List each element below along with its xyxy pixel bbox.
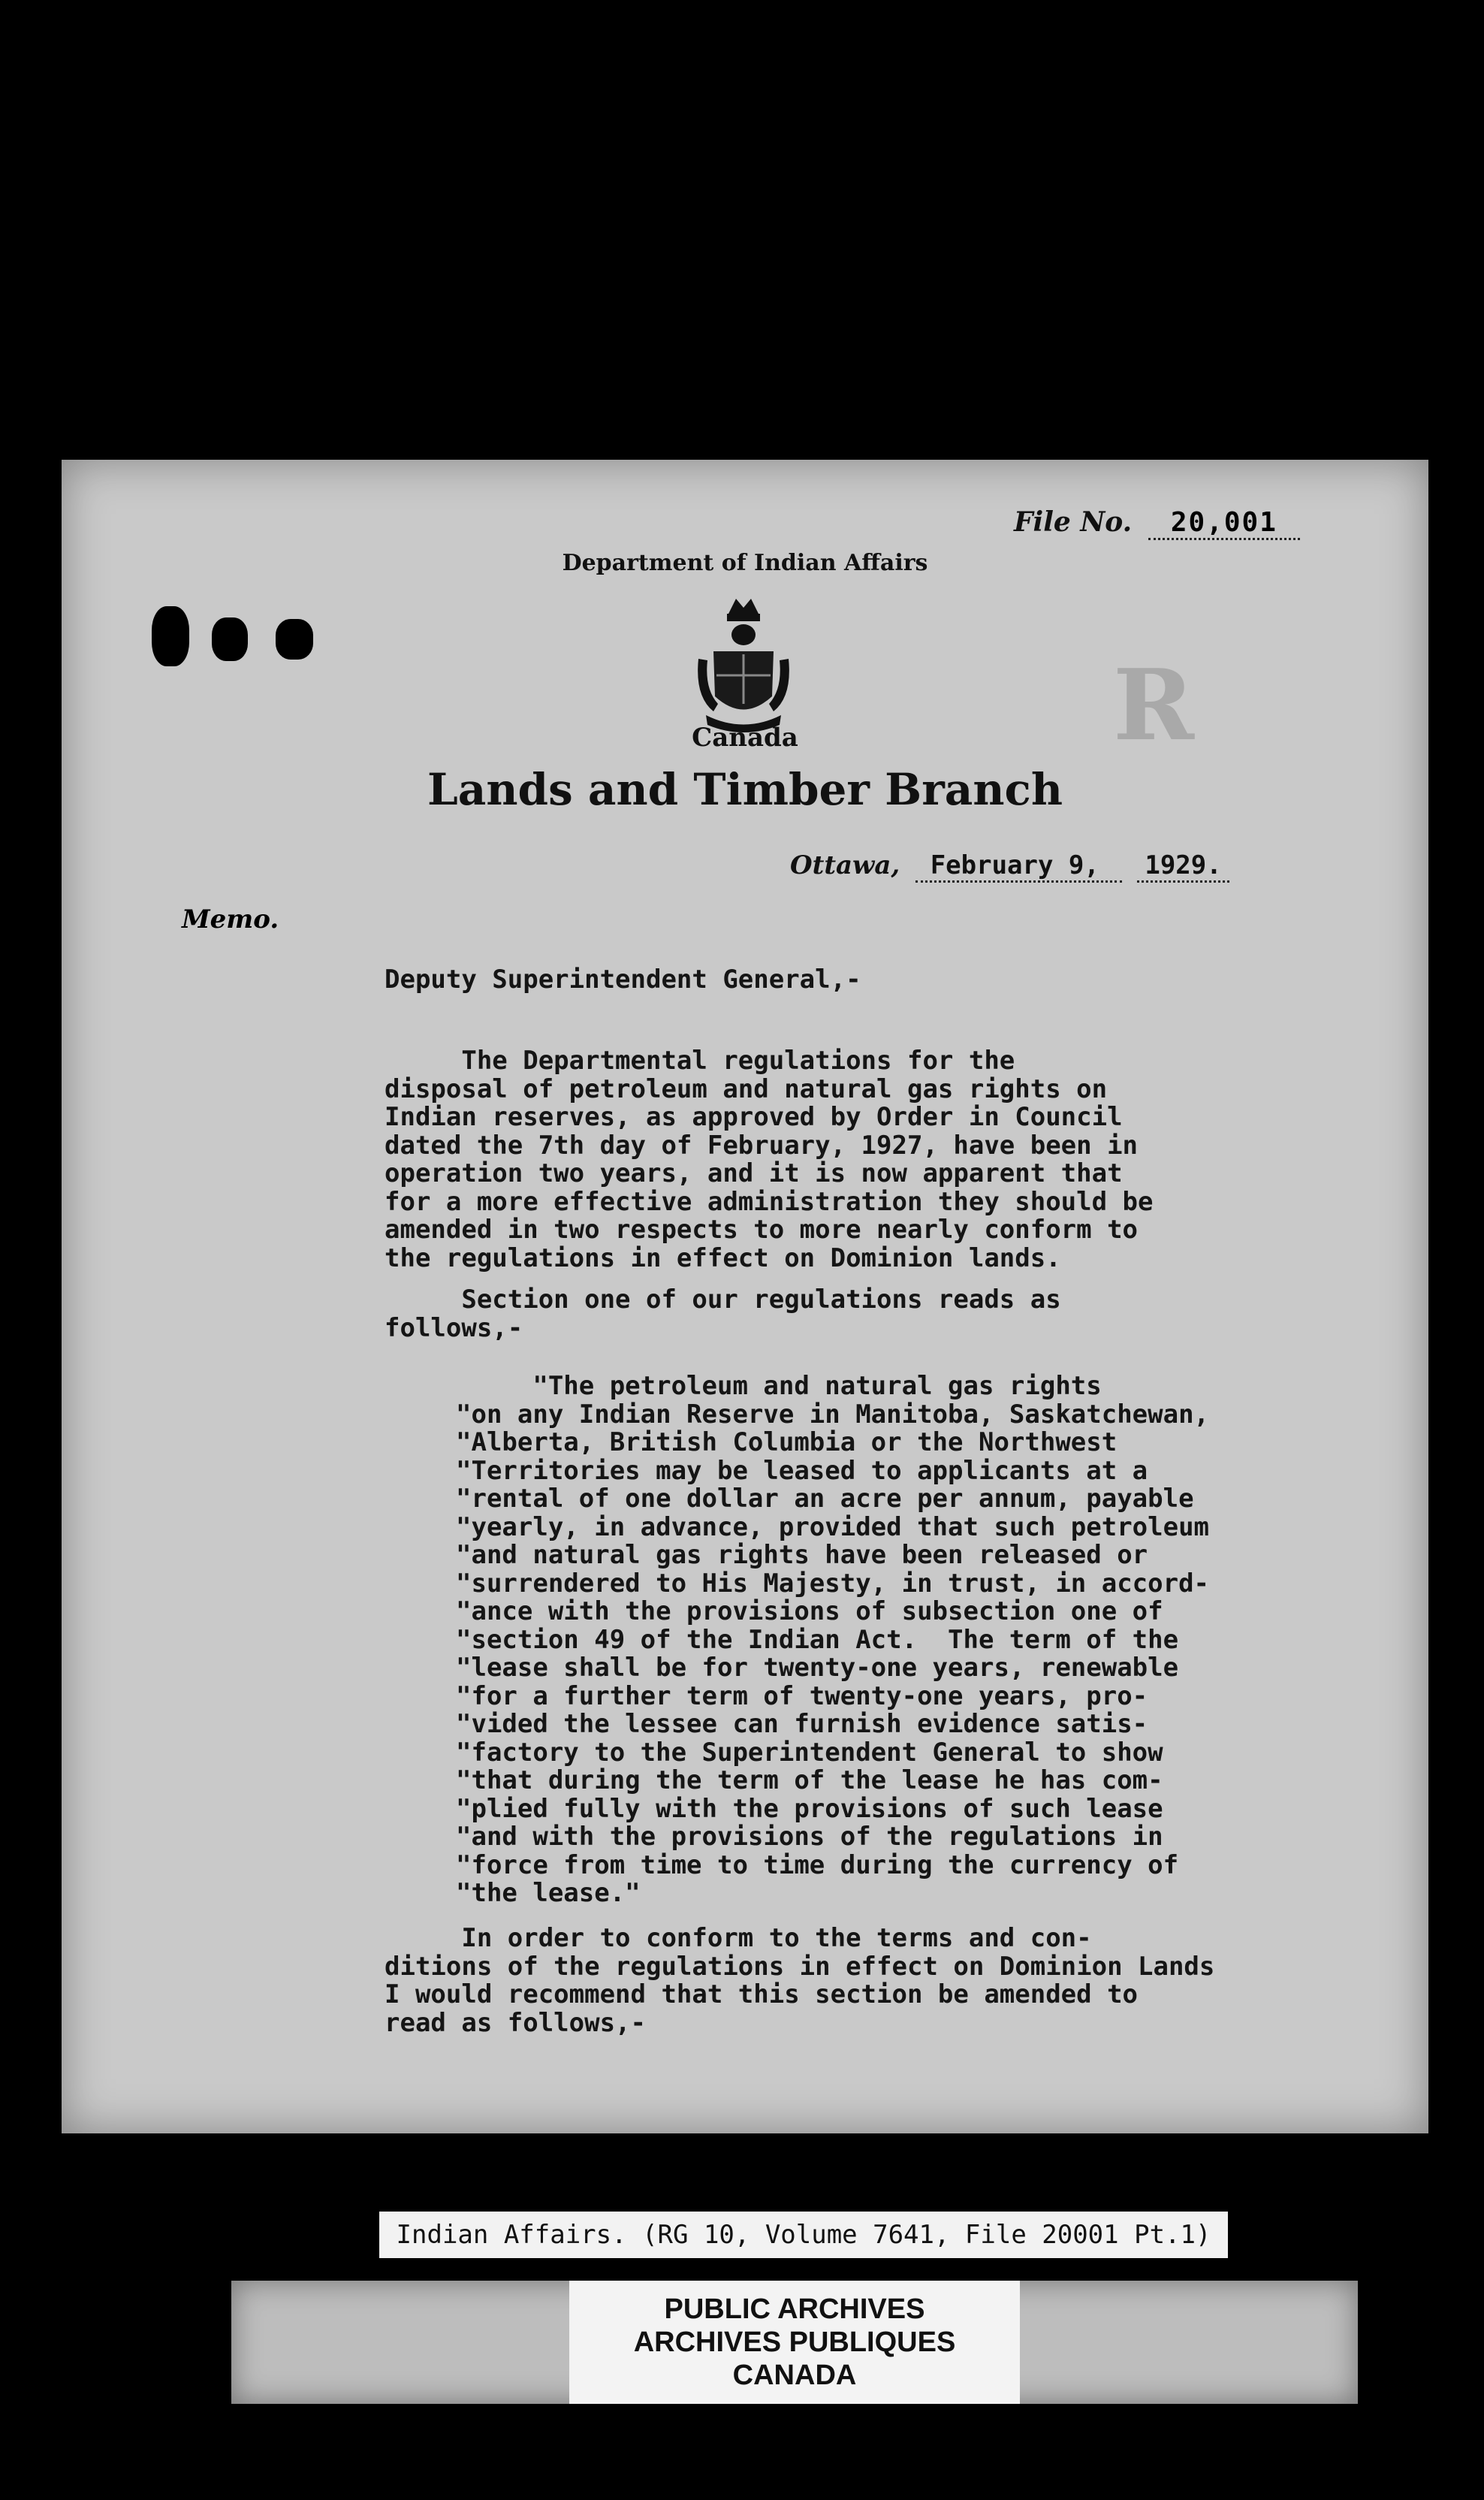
archives-stamp-line-1: PUBLIC ARCHIVES — [664, 2293, 925, 2325]
dateline-city: Ottawa, — [790, 850, 900, 880]
punch-hole — [276, 619, 313, 660]
dateline-year: 1929. — [1137, 850, 1229, 883]
received-stamp: R — [1113, 648, 1195, 762]
memo-label: Memo. — [182, 904, 279, 934]
file-number — [1014, 506, 1300, 538]
department-heading: Department of Indian Affairs — [562, 550, 928, 576]
dateline — [790, 850, 1229, 880]
paragraph-1: The Departmental regulations for the disposal of petroleum and natural gas rights on Indian reserves, as approved by Order in Council dated the 7th day of February, 1927, have been in operation two years, and it is now apparent that for a more effective administration they should be amended in two respects to more nearly conform to the regulations in effect on Dominion lands. — [385, 1046, 1154, 1273]
file-number-value: 20,001 — [1148, 507, 1300, 540]
regulation-quotation: "The petroleum and natural gas rights "on any Indian Reserve in Manitoba, Saskatchewan, "Alberta, British Columbia or the Northwest "Territories may be leased to applicants at a "rental of one dollar an acre per annum, payable "yearly, in advance, provided that such petroleum "and natural gas rights have been released or "surrendered to His Majesty, in trust, in accord- "ance with the provisions of subsection one of "section 49 of the Indian Act. The term of the "lease shall be for twenty-one years, renewable "for a further term of twenty-one years, pro- "vided the lessee can furnish evidence satis- "factory to the Superintendent General to show "that during the term of the lease he has com- "plied fully with the provisions of such lease "and with the provisions of the regulations in "force from time to time during the currency of "the lease." — [456, 1371, 1210, 1908]
punch-hole — [212, 617, 248, 661]
archives-stamp-line-2: ARCHIVES PUBLIQUES — [633, 2326, 956, 2358]
punch-hole — [152, 606, 189, 666]
paragraph-2: Section one of our regulations reads as follows,- — [385, 1285, 1061, 1343]
archive-reference-label: Indian Affairs. (RG 10, Volume 7641, File 20001 Pt.1) — [379, 2212, 1228, 2258]
dateline-date: February 9, — [915, 850, 1122, 883]
country-label: Canada — [692, 723, 798, 753]
paragraph-3: In order to conform to the terms and con- ditions of the regulations in effect on Dominion Lands I would recommend that this section be amended to read as follows,- — [385, 1923, 1215, 2038]
archives-stamp-line-3: CANADA — [732, 2360, 857, 2391]
document-page — [62, 460, 1428, 2133]
file-number-label: File No. — [1014, 506, 1133, 538]
archives-stamp — [569, 2281, 1020, 2404]
branch-title: Lands and Timber Branch — [427, 764, 1063, 815]
addressee: Deputy Superintendent General,- — [385, 965, 861, 995]
coat-of-arms-icon — [691, 591, 796, 741]
archives-strip — [231, 2281, 1358, 2404]
